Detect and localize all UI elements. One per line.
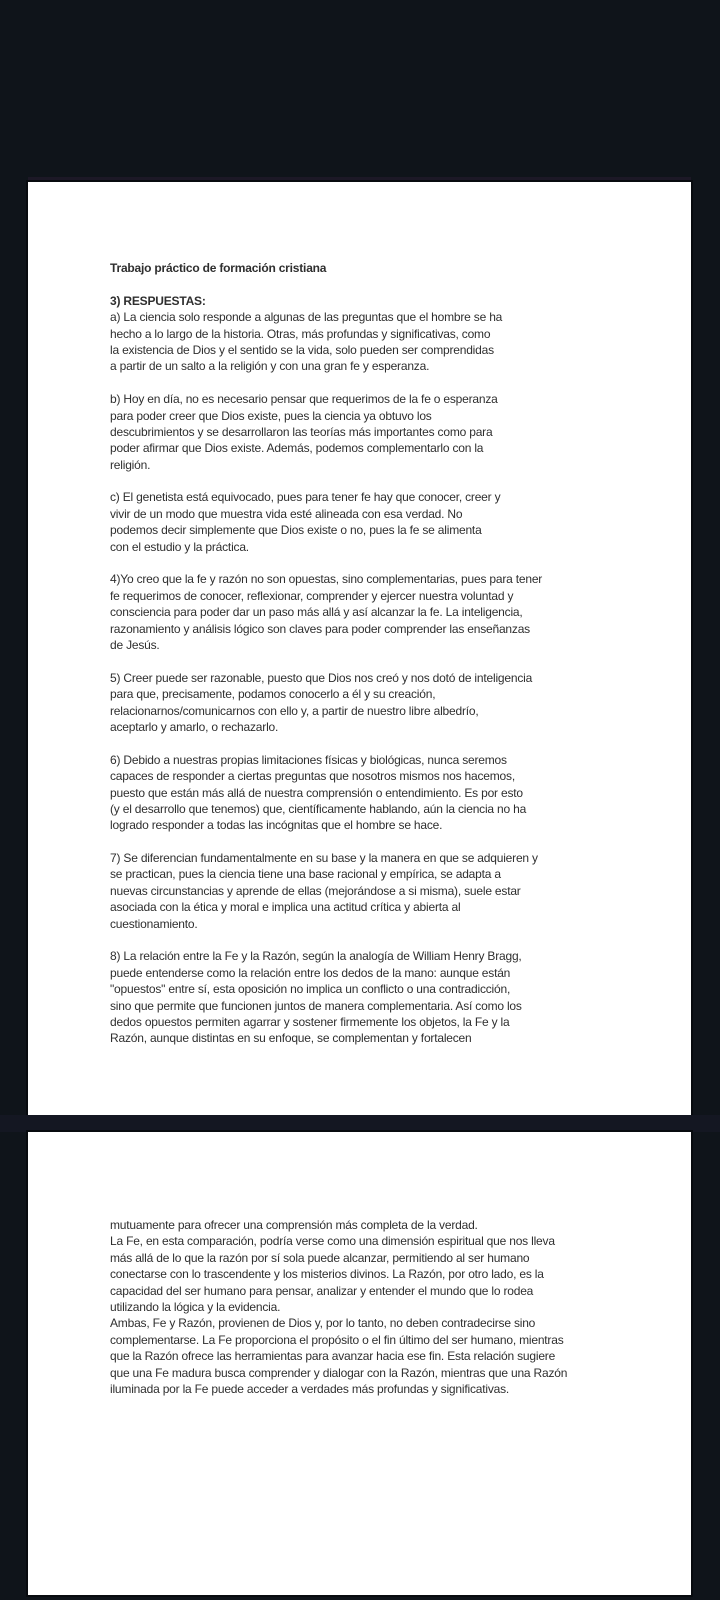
text-line: 6) Debido a nuestras propias limitaciones físicas y biológicas, nunca seremos xyxy=(110,752,507,767)
text-line: "opuestos" entre sí, esta oposición no implica un conflicto o una contradicción, xyxy=(110,982,511,997)
text-line: capacidad del ser humano para pensar, analizar y entender el mundo que lo rodea xyxy=(110,1283,534,1298)
text-line: capaces de responder a ciertas preguntas que nosotros mismos nos hacemos, xyxy=(110,769,515,784)
blank-line xyxy=(110,834,661,850)
text-line: religión. xyxy=(110,457,151,472)
text-line: hecho a lo largo de la historia. Otras, más profundas y significativas, como xyxy=(110,326,491,341)
text-line: Razón, aunque distintas en su enfoque, se complementan y fortalecen xyxy=(110,1031,472,1046)
text-line: para que, precisamente, podamos conocerlo a él y su creación, xyxy=(110,687,436,702)
text-line: sino que permite que funcionen juntos de manera complementaria. Así como los xyxy=(110,998,522,1013)
text-line: para poder creer que Dios existe, pues la ciencia ya obtuvo los xyxy=(110,408,432,423)
blank-line xyxy=(110,735,661,751)
text-line: La Fe, en esta comparación, podría verse como una dimensión espiritual que nos lleva xyxy=(110,1234,555,1249)
blank-line xyxy=(110,473,661,489)
text-line: vivir de un modo que muestra vida esté alineada con esa verdad. No xyxy=(110,506,463,521)
text-line: con el estudio y la práctica. xyxy=(110,539,249,554)
text-line: cuestionamiento. xyxy=(110,916,198,931)
blank-line xyxy=(110,555,661,571)
blank-line xyxy=(110,375,661,391)
text-line: se practican, pues la ciencia tiene una base racional y empírica, se adapta a xyxy=(110,867,501,882)
text-line: más allá de lo que la razón por sí sola puede alcanzar, permitiendo al ser humano xyxy=(110,1250,530,1265)
text-line: puede entenderse como la relación entre los dedos de la mano: aunque están xyxy=(110,965,511,980)
text-line: razonamiento y análisis lógico son claves para poder comprender las enseñanzas xyxy=(110,621,530,636)
text-line: poder afirmar que Dios existe. Además, podemos complementarlo con la xyxy=(110,441,484,456)
text-line: la existencia de Dios y el sentido se la vida, solo pueden ser comprendidas xyxy=(110,342,494,357)
text-line: descubrimientos y se desarrollaron las teorías más importantes como para xyxy=(110,424,493,439)
text-line: 3) RESPUESTAS: xyxy=(110,293,206,308)
text-line: 7) Se diferencian fundamentalmente en su base y la manera en que se adquieren y xyxy=(110,851,538,866)
text-line: iluminada por la Fe puede acceder a verdades más profundas y significativas. xyxy=(110,1381,510,1396)
text-line: nuevas circunstancias y aprende de ellas (mejorándose a si misma), suele estar xyxy=(110,883,521,898)
text-line: Ambas, Fe y Razón, provienen de Dios y, por lo tanto, no deben contradecirse sino xyxy=(110,1316,536,1331)
text-line: relacionarnos/comunicarnos con ello y, a partir de nuestro libre albedrío, xyxy=(110,703,479,718)
text-line: Trabajo práctico de formación cristiana xyxy=(110,261,327,275)
text-line: que la Razón ofrece las herramientas para avanzar hacia ese fin. Esta relación sugiere xyxy=(110,1349,556,1364)
document-page-2 xyxy=(28,1132,691,1595)
text-line: a) La ciencia solo responde a algunas de las preguntas que el hombre se ha xyxy=(110,310,503,325)
text-line: de Jesús. xyxy=(110,637,160,652)
text-line: 8) La relación entre la Fe y la Razón, según la analogía de William Henry Bragg, xyxy=(110,949,522,964)
text-line: a partir de un salto a la religión y con una gran fe y esperanza. xyxy=(110,359,430,374)
text-line: podemos decir simplemente que Dios existe o no, pues la fe se alimenta xyxy=(110,523,482,538)
text-line: b) Hoy en día, no es necesario pensar que requerimos de la fe o esperanza xyxy=(110,392,498,407)
text-line: 4)Yo creo que la fe y razón no son opuestas, sino complementarias, pues para tener xyxy=(110,572,543,587)
text-line: (y el desarrollo que tenemos) que, científicamente hablando, aún la ciencia no ha xyxy=(110,801,527,816)
blank-line xyxy=(110,932,661,948)
text-line: conectarse con lo trascendente y los misterios divinos. La Razón, por otro lado, es la xyxy=(110,1267,544,1282)
text-line: dedos opuestos permiten agarrar y sostener firmemente los objetos, la Fe y la xyxy=(110,1014,510,1029)
text-line: logrado responder a todas las incógnitas que el hombre se hace. xyxy=(110,818,443,833)
blank-line xyxy=(110,653,661,669)
blank-line xyxy=(110,276,661,292)
text-line: asociada con la ética y moral e implica una actitud crítica y abierta al xyxy=(110,900,461,915)
document-page-1 xyxy=(28,182,691,1115)
page-gap xyxy=(0,1115,720,1132)
text-line: consciencia para poder dar un paso más allá y así alcanzar la fe. La inteligencia, xyxy=(110,605,523,620)
text-line: utilizando la lógica y la evidencia. xyxy=(110,1299,281,1314)
text-line: que una Fe madura busca comprender y dialogar con la Razón, mientras que una Razón xyxy=(110,1365,568,1380)
text-line: c) El genetista está equivocado, pues para tener fe hay que conocer, creer y xyxy=(110,490,501,505)
text-line: aceptarlo y amarlo, o rechazarlo. xyxy=(110,719,279,734)
text-line: 5) Creer puede ser razonable, puesto que Dios nos creó y nos dotó de inteligencia xyxy=(110,670,533,685)
text-line: complementarse. La Fe proporciona el propósito o el fin último del ser humano, mientras xyxy=(110,1332,564,1347)
text-line: mutuamente para ofrecer una comprensión más completa de la verdad. xyxy=(110,1218,478,1232)
text-line: fe requerimos de conocer, reflexionar, comprender y ejercer nuestra voluntad y xyxy=(110,588,514,603)
text-line: puesto que están más allá de nuestra comprensión o entendimiento. Es por esto xyxy=(110,785,523,800)
